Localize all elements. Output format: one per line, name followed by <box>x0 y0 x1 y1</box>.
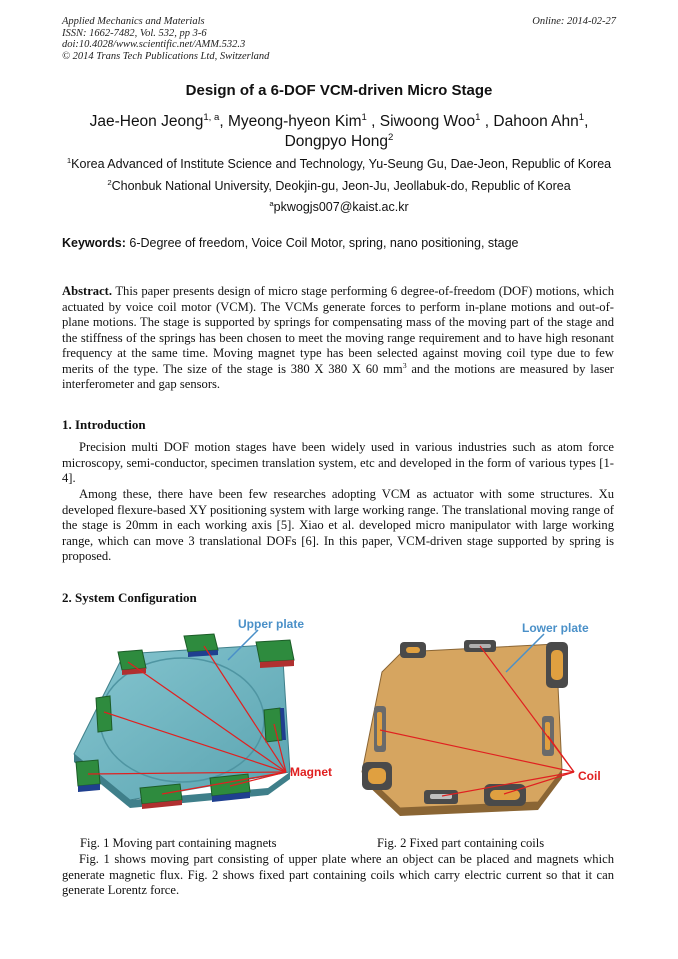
abstract-text: This paper presents design of micro stage performing 6 degree-of-freedom (DOF) motions, which actuated by voice coil motor (VCM). The VCMs generate forces to perform in-plane motions and out-of-plane motions. The stage is supported by springs for compensating mass of the moving part of the stage and the stiffness of the springs has been chosen to meet the moving range requirement and to have high resonant frequency at the same time. Moving magnet type has been selected against moving coil type due to few merits of the type. The size of the stage is 380 X 380 X 60 mm <box>62 284 614 376</box>
section-1-paragraph-1: Precision multi DOF motion stages have been widely used in various industries such as atom force microscopy, semi-conductor, specimen translation system, etc and developed in the form of various types [1-4]. <box>62 440 614 485</box>
author-4-sup: 1 <box>578 111 585 123</box>
figure-2-caption: Fig. 2 Fixed part containing coils <box>377 836 545 850</box>
section-1-heading: 1. Introduction <box>62 417 146 432</box>
email-text: pkwogjs007@kaist.ac.kr <box>273 200 409 214</box>
magnet-top-right <box>256 640 294 668</box>
upper-plate-label: Upper plate <box>238 617 305 631</box>
lower-plate-label: Lower plate <box>522 621 589 635</box>
section-1-paragraph-2: Among these, there have been few researches adopting VCM as actuator with some structures. Xu developed flexure-based XY positioning system with large working range. The translational moving range of the stage is 20mm in each working axis [5]. Xiao et al. developed micro manipulator with large working range, which can move 3 translational DOFs [6]. In this paper, VCM-driven stage supported by spring is proposed. <box>62 487 614 563</box>
keywords-text: 6-Degree of freedom, Voice Coil Motor, spring, nano positioning, stage <box>125 236 519 250</box>
magnet-bottom-right <box>210 774 250 802</box>
coil-bottom-left <box>362 762 392 790</box>
coil-left <box>374 706 386 752</box>
magnet-bottom-center <box>140 784 182 809</box>
coil-bottom-center <box>424 790 458 804</box>
affiliation-2-sup: 2 <box>107 177 112 187</box>
abstract-tail: and the motions are measured by laser interferometer and gap sensors. <box>62 361 614 391</box>
figure-2-fixed-part <box>360 612 614 818</box>
affiliation-2-text: Chonbuk National University, Deokjin-gu, Jeon-Ju, Jeollabuk-do, Republic of Korea <box>111 179 571 193</box>
magnet-right <box>264 708 286 742</box>
author-1: Jae-Heon Jeong <box>89 113 204 130</box>
magnet-bottom-left <box>76 760 100 792</box>
magnet-label: Magnet <box>290 765 332 779</box>
author-2-sup: 1 <box>361 111 367 123</box>
author-5-sup: 2 <box>388 131 394 143</box>
keywords <box>62 236 519 250</box>
figure-1-caption: Fig. 1 Moving part containing magnets <box>80 836 277 850</box>
keywords-label: Keywords: <box>62 236 126 250</box>
author-3: Siwoong Woo <box>379 113 476 130</box>
affiliation-1-sup: 1 <box>66 155 72 165</box>
author-3-sup: 1 <box>475 111 481 123</box>
affiliation-1 <box>20 157 658 171</box>
affiliation-1-text: Korea Advanced of Institute Science and Technology, Yu-Seung Gu, Dae-Jeon, Republic of Korea <box>71 157 612 171</box>
author-email <box>20 200 658 214</box>
coil-label: Coil <box>578 769 601 783</box>
journal-header <box>62 16 269 62</box>
author-list: Jae-Heon Jeong$^{1, a}$, Myeong-hyeon Kim$^1$ , Siwoong Woo$^1$ , Dahoon Ahn$^1$, Dongpyo Hong$^2$ <box>89 111 589 150</box>
abstract-label: Abstract. <box>62 284 113 298</box>
doi-line: doi:10.4028/www.scientific.net/AMM.532.3 <box>62 39 246 50</box>
paper-title: Design of a 6-DOF VCM-driven Micro Stage <box>185 82 493 99</box>
author-5: Dongpyo Hong <box>284 133 389 150</box>
affiliation-2 <box>20 179 658 193</box>
section-2-heading: 2. System Configuration <box>62 590 197 605</box>
magnet-top-center <box>184 634 218 657</box>
journal-name: Applied Mechanics and Materials <box>62 16 205 27</box>
author-2: Myeong-hyeon Kim <box>227 113 362 130</box>
coil-top-right <box>546 642 568 688</box>
email-sup: a <box>269 198 274 208</box>
figure-1-moving-part <box>68 612 346 818</box>
online-date: Online: 2014-02-27 <box>532 16 616 27</box>
abstract <box>62 284 614 393</box>
coil-top-left <box>400 642 426 658</box>
copyright-line: © 2014 Trans Tech Publications Ltd, Switzerland <box>62 50 270 62</box>
section-2-paragraph-1: Fig. 1 shows moving part consisting of upper plate where an object can be placed and magnets which generate magnetic flux. Fig. 2 shows fixed part containing coils which carry electric current so that it can generate Lorentz force. <box>62 852 614 897</box>
abstract-sup: 3 <box>402 360 407 370</box>
author-4: Dahoon Ahn <box>493 113 579 130</box>
author-1-sup: 1, a <box>203 111 220 123</box>
issn-line: ISSN: 1662-7482, Vol. 532, pp 3-6 <box>62 27 207 39</box>
